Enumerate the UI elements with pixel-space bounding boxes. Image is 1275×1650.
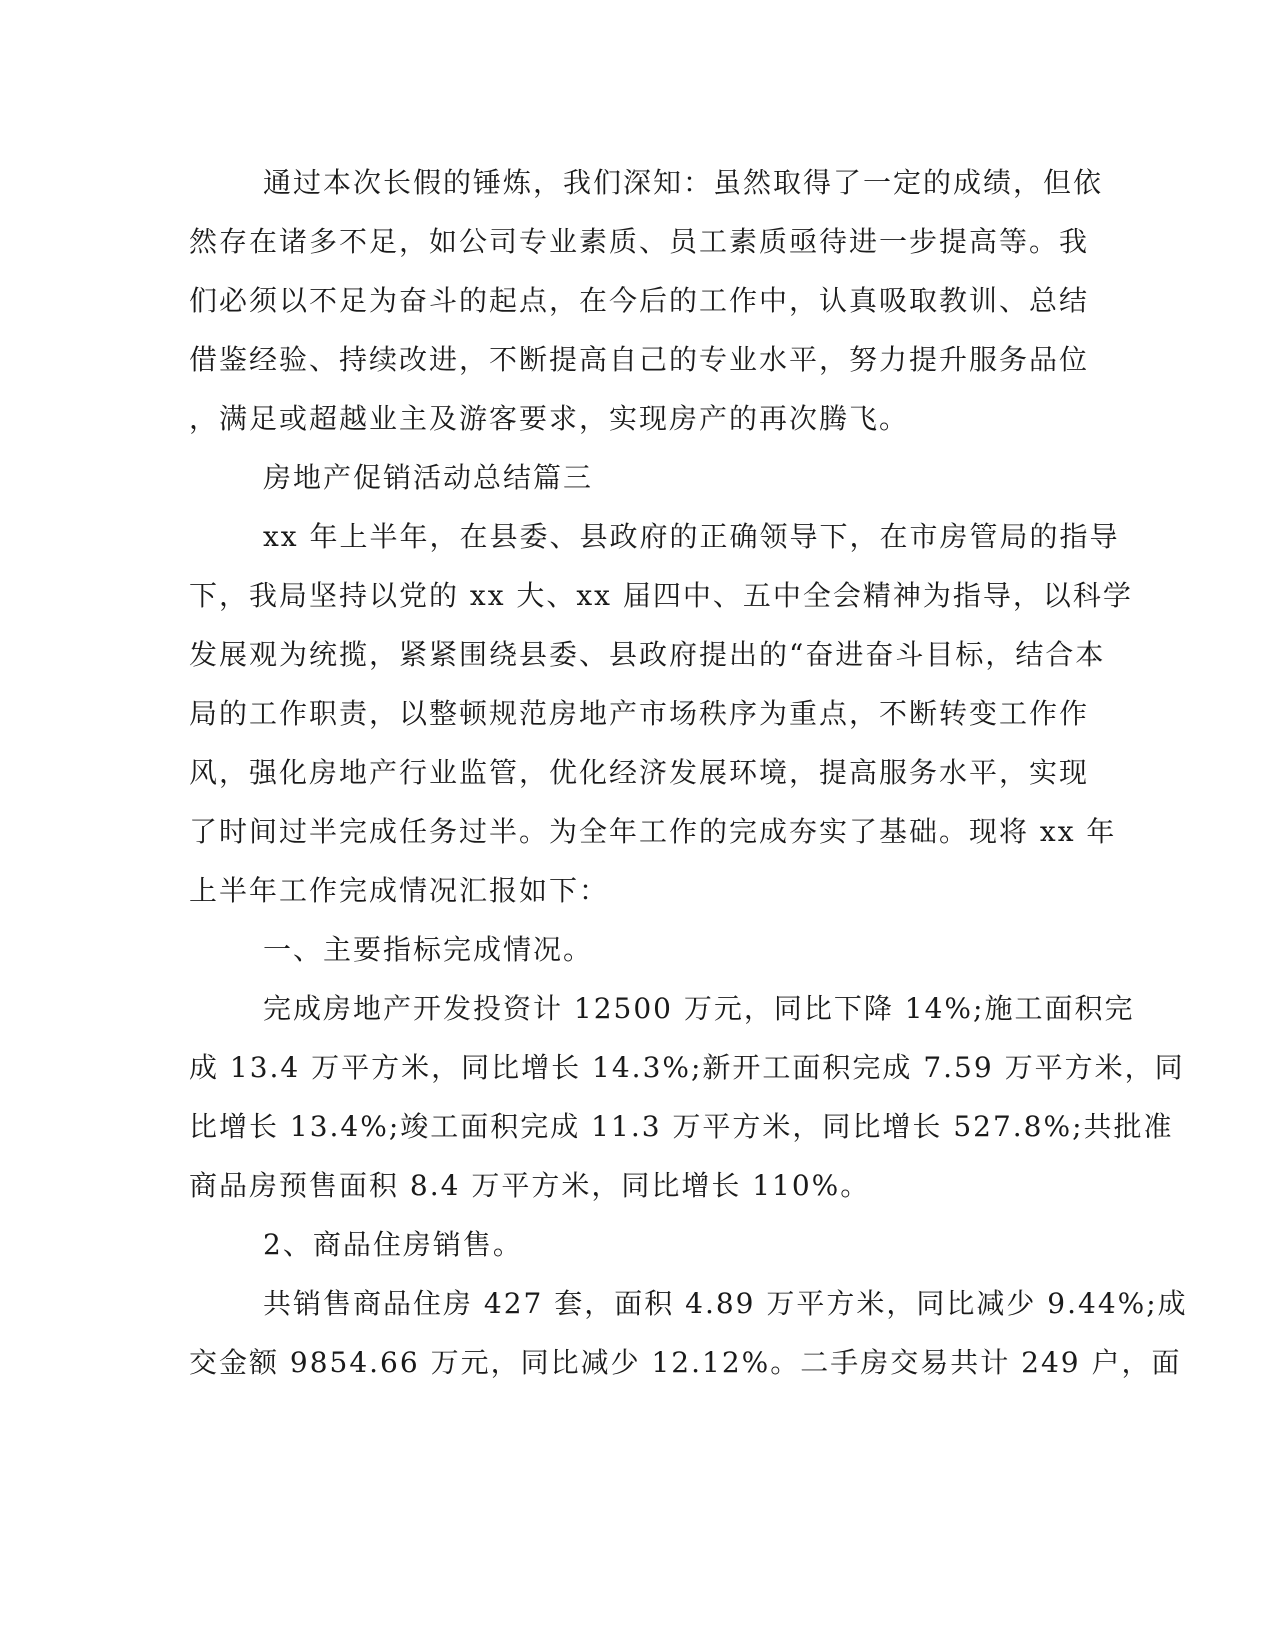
subsection-heading: 一、主要指标完成情况。 — [263, 933, 594, 966]
paragraph-line: 发展观为统揽，紧紧围绕县委、县政府提出的“奋进奋斗目标，结合本 — [189, 638, 1106, 671]
paragraph-line: 共销售商品住房 427 套，面积 4.89 万平方米，同比减少 9.44%;成 — [263, 1287, 1188, 1320]
paragraph-line: 下，我局坚持以党的 xx 大、xx 届四中、五中全会精神为指导，以科学 — [189, 579, 1133, 612]
paragraph-line: 商品房预售面积 8.4 万平方米，同比增长 110%。 — [189, 1169, 871, 1202]
paragraph-line: 们必须以不足为奋斗的起点，在今后的工作中，认真吸取教训、总结 — [189, 284, 1090, 317]
paragraph-line: 比增长 13.4%;竣工面积完成 11.3 万平方米，同比增长 527.8%;共批准 — [189, 1110, 1174, 1143]
section-heading: 房地产促销活动总结篇三 — [263, 461, 594, 494]
paragraph-line: ，满足或超越业主及游客要求，实现房产的再次腾飞。 — [189, 402, 910, 435]
paragraph-line: 局的工作职责，以整顿规范房地产市场秩序为重点，不断转变工作作 — [189, 697, 1090, 730]
paragraph-line: 然存在诸多不足，如公司专业素质、员工素质亟待进一步提高等。我 — [189, 225, 1090, 258]
paragraph-line: 交金额 9854.66 万元，同比减少 12.12%。二手房交易共计 249 户，面 — [189, 1346, 1182, 1379]
paragraph-line: 风，强化房地产行业监管，优化经济发展环境，提高服务水平，实现 — [189, 756, 1090, 789]
paragraph-line: 了时间过半完成任务过半。为全年工作的完成夯实了基础。现将 xx 年 — [189, 815, 1117, 848]
paragraph-line: xx 年上半年，在县委、县政府的正确领导下，在市房管局的指导 — [263, 520, 1120, 553]
paragraph-line: 完成房地产开发投资计 12500 万元，同比下降 14%;施工面积完 — [263, 992, 1135, 1025]
paragraph-line: 上半年工作完成情况汇报如下： — [189, 874, 610, 907]
subsection-heading: 2、商品住房销售。 — [263, 1228, 523, 1261]
paragraph-line: 借鉴经验、持续改进，不断提高自己的专业水平，努力提升服务品位 — [189, 343, 1090, 376]
paragraph-line: 通过本次长假的锤炼，我们深知：虽然取得了一定的成绩，但依 — [263, 166, 1104, 199]
paragraph-line: 成 13.4 万平方米，同比增长 14.3%;新开工面积完成 7.59 万平方米，同 — [189, 1051, 1185, 1084]
